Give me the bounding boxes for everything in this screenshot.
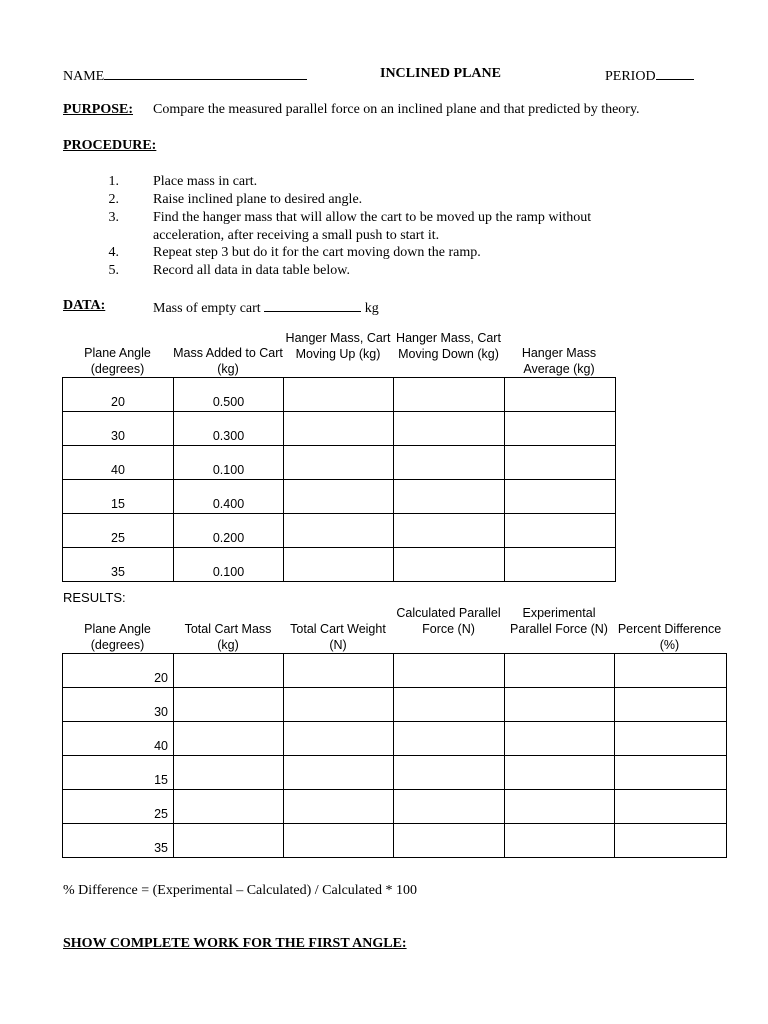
hanger-average-cell[interactable] <box>505 548 616 582</box>
hanger-up-cell[interactable] <box>284 480 394 514</box>
step-text: Raise inclined plane to desired angle. <box>153 192 363 207</box>
table-row <box>63 722 727 756</box>
hanger-up-cell[interactable] <box>284 548 394 582</box>
total-mass-cell[interactable] <box>174 688 284 722</box>
step-number: 3. <box>108 210 119 225</box>
step-number: 2. <box>108 192 119 207</box>
hanger-average-cell[interactable] <box>505 378 616 412</box>
hanger-down-cell[interactable] <box>394 378 505 412</box>
hanger-average-cell[interactable] <box>505 446 616 480</box>
hanger-up-cell[interactable] <box>284 514 394 548</box>
experimental-force-cell[interactable] <box>505 722 615 756</box>
percent-difference-formula: % Difference = (Experimental – Calculated) / Calculated * 100 <box>63 883 417 898</box>
hanger-down-cell[interactable] <box>394 412 505 446</box>
mass-added-cell: 0.300 <box>174 412 284 446</box>
hanger-average-cell[interactable] <box>505 514 616 548</box>
show-work-heading: SHOW COMPLETE WORK FOR THE FIRST ANGLE: <box>63 936 407 951</box>
table-row <box>63 446 616 480</box>
experimental-force-cell[interactable] <box>505 824 615 858</box>
calculated-force-cell[interactable] <box>394 722 505 756</box>
angle-cell: 35 <box>63 824 174 858</box>
data-label: DATA: <box>63 298 106 313</box>
total-mass-cell[interactable] <box>174 756 284 790</box>
data-table <box>62 377 616 582</box>
results-col-header: Plane Angle (degrees) <box>84 622 151 652</box>
results-col-header: Percent Difference (%) <box>617 622 722 652</box>
procedure-label: PROCEDURE: <box>63 138 157 153</box>
calculated-force-cell[interactable] <box>394 824 505 858</box>
angle-cell: 25 <box>63 514 174 548</box>
percent-difference-cell[interactable] <box>615 654 727 688</box>
total-mass-cell[interactable] <box>174 824 284 858</box>
results-col-header: Experimental Parallel Force (N) <box>510 606 608 636</box>
results-label: RESULTS: <box>63 590 126 605</box>
mass-added-cell: 0.200 <box>174 514 284 548</box>
mass-added-cell: 0.100 <box>174 446 284 480</box>
period-field <box>605 66 694 85</box>
hanger-up-cell[interactable] <box>284 446 394 480</box>
experimental-force-cell[interactable] <box>505 654 615 688</box>
calculated-force-cell[interactable] <box>394 654 505 688</box>
mass-empty-cart-field <box>153 298 379 317</box>
hanger-down-cell[interactable] <box>394 446 505 480</box>
hanger-average-cell[interactable] <box>505 480 616 514</box>
step-text: Place mass in cart. <box>153 174 258 189</box>
hanger-up-cell[interactable] <box>284 412 394 446</box>
angle-cell: 25 <box>63 790 174 824</box>
angle-cell: 30 <box>63 412 174 446</box>
total-mass-cell[interactable] <box>174 790 284 824</box>
table-row <box>63 756 727 790</box>
data-col-header: Mass Added to Cart (kg) <box>173 346 283 376</box>
total-mass-cell[interactable] <box>174 722 284 756</box>
name-label: NAME <box>63 69 105 84</box>
results-table <box>62 653 727 858</box>
experimental-force-cell[interactable] <box>505 790 615 824</box>
total-mass-cell[interactable] <box>174 654 284 688</box>
name-field <box>63 66 307 85</box>
percent-difference-cell[interactable] <box>615 688 727 722</box>
total-weight-cell[interactable] <box>284 722 394 756</box>
experimental-force-cell[interactable] <box>505 688 615 722</box>
table-row <box>63 790 727 824</box>
table-row <box>63 412 616 446</box>
page-title: INCLINED PLANE <box>380 66 501 81</box>
data-col-header: Hanger Mass, Cart Moving Up (kg) <box>285 331 391 361</box>
results-col-header: Total Cart Weight (N) <box>290 622 386 652</box>
angle-cell: 40 <box>63 446 174 480</box>
hanger-down-cell[interactable] <box>394 514 505 548</box>
table-row <box>63 548 616 582</box>
angle-cell: 15 <box>63 480 174 514</box>
data-col-header: Hanger Mass Average (kg) <box>521 346 597 376</box>
percent-difference-cell[interactable] <box>615 722 727 756</box>
step-text: Repeat step 3 but do it for the cart moving down the ramp. <box>153 245 481 260</box>
step-text: Record all data in data table below. <box>153 263 350 278</box>
hanger-down-cell[interactable] <box>394 548 505 582</box>
hanger-average-cell[interactable] <box>505 412 616 446</box>
experimental-force-cell[interactable] <box>505 756 615 790</box>
step-number: 1. <box>108 174 119 189</box>
data-col-header: Hanger Mass, Cart Moving Down (kg) <box>396 331 501 361</box>
data-col-header: Plane Angle (degrees) <box>84 346 151 376</box>
period-blank[interactable] <box>656 66 694 80</box>
total-weight-cell[interactable] <box>284 654 394 688</box>
step-number: 5. <box>108 263 119 278</box>
mass-empty-label: Mass of empty cart <box>153 301 261 316</box>
mass-added-cell: 0.500 <box>174 378 284 412</box>
angle-cell: 35 <box>63 548 174 582</box>
procedure-steps <box>63 173 663 283</box>
total-weight-cell[interactable] <box>284 688 394 722</box>
table-row <box>63 688 727 722</box>
total-weight-cell[interactable] <box>284 824 394 858</box>
step-text: Find the hanger mass that will allow the cart to be moved up the ramp without acceleration, after receiving a small push to start it. <box>153 210 592 243</box>
angle-cell: 20 <box>63 654 174 688</box>
table-row <box>63 824 727 858</box>
percent-difference-cell[interactable] <box>615 756 727 790</box>
angle-cell: 20 <box>63 378 174 412</box>
mass-empty-blank[interactable] <box>264 298 361 312</box>
table-row <box>63 654 727 688</box>
name-blank[interactable] <box>104 66 307 80</box>
calculated-force-cell[interactable] <box>394 756 505 790</box>
table-row <box>63 378 616 412</box>
percent-difference-cell[interactable] <box>615 824 727 858</box>
results-col-header: Total Cart Mass (kg) <box>184 622 272 652</box>
mass-added-cell: 0.100 <box>174 548 284 582</box>
angle-cell: 15 <box>63 756 174 790</box>
total-weight-cell[interactable] <box>284 790 394 824</box>
table-row <box>63 480 616 514</box>
step-number: 4. <box>108 245 119 260</box>
period-label: PERIOD <box>605 69 656 84</box>
purpose-label: PURPOSE: <box>63 102 133 117</box>
total-weight-cell[interactable] <box>284 756 394 790</box>
mass-empty-unit: kg <box>364 301 379 316</box>
hanger-up-cell[interactable] <box>284 378 394 412</box>
angle-cell: 30 <box>63 688 174 722</box>
results-col-header: Calculated Parallel Force (N) <box>396 606 501 636</box>
hanger-down-cell[interactable] <box>394 480 505 514</box>
calculated-force-cell[interactable] <box>394 688 505 722</box>
percent-difference-cell[interactable] <box>615 790 727 824</box>
mass-added-cell: 0.400 <box>174 480 284 514</box>
table-row <box>63 514 616 548</box>
purpose-text: Compare the measured parallel force on an inclined plane and that predicted by theory. <box>153 102 640 117</box>
calculated-force-cell[interactable] <box>394 790 505 824</box>
angle-cell: 40 <box>63 722 174 756</box>
